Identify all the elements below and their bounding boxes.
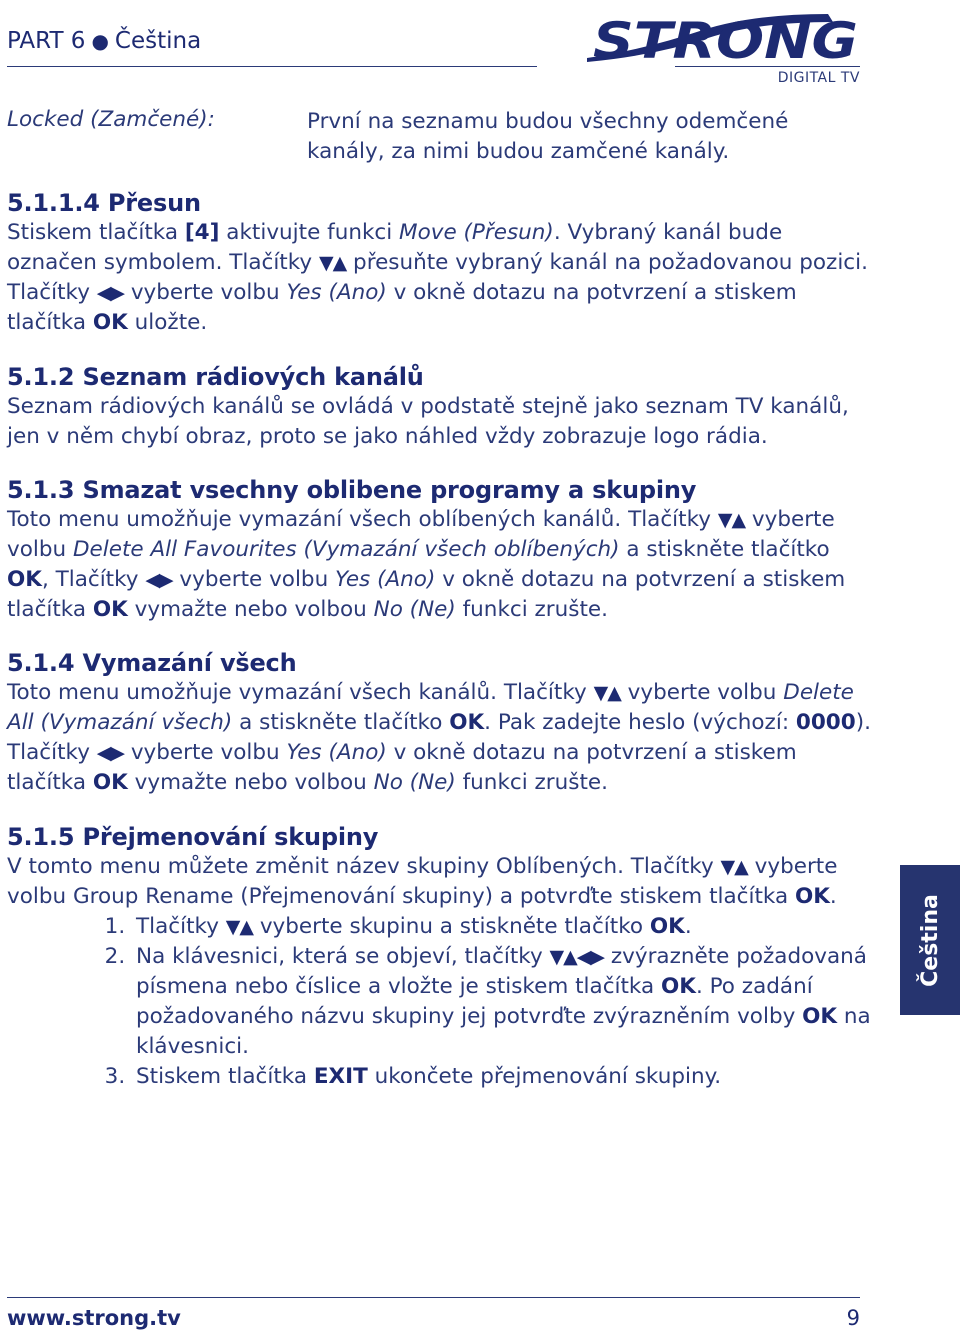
arrow-up-down-icon: ▼▲ <box>318 252 347 274</box>
header-rule-left <box>7 66 537 67</box>
section-group-rename <box>7 822 872 1092</box>
section-body: Toto menu umožňuje vymazání všech oblíbených kanálů. Tlačítky ▼▲ vyberte volbu Delete All Favourites (Vymazání všech oblíbených) a stiskněte tlačítko OK, Tlačítky ◀▶ vyberte volbu Yes (Ano) v okně dotazu na potvrzení a stiskem tlačítka OK vymažte nebo volbou No (Ne) funkci zrušte. <box>7 507 846 622</box>
section-delete-all <box>7 648 872 798</box>
header-rule-right <box>675 66 860 67</box>
arrow-up-down-icon: ▼▲ <box>593 682 621 704</box>
section-heading: 5.1.1.4 Přesun <box>7 189 201 217</box>
list-item: 2. Na klávesnici, která se objeví, tlačítky ▼▲◀▶ zvýrazněte požadovaná písmena nebo číslice a vložte je stiskem tlačítka OK. Po zadání požadovaného názvu skupiny jej potvrďte zvýrazněním volby OK na klávesnici. <box>132 942 872 1062</box>
list-item: 1. Tlačítky ▼▲ vyberte skupinu a stiskněte tlačítko OK. <box>132 912 872 942</box>
page-header-title <box>7 28 201 54</box>
footer-rule <box>7 1297 860 1298</box>
section-heading: 5.1.3 Smazat vsechny oblibene programy a skupiny <box>7 476 697 504</box>
section-move <box>7 188 872 338</box>
steps-list <box>7 912 872 1092</box>
logo-subtitle: DIGITAL TV <box>777 70 860 86</box>
side-tab-label: Čeština <box>917 893 943 987</box>
arrow-left-right-icon: ◀▶ <box>96 282 124 304</box>
page-number: 9 <box>846 1306 860 1330</box>
section-body: Toto menu umožňuje vymazání všech kanálů. Tlačítky ▼▲ vyberte volbu Delete All (Vymazání všech) a stiskněte tlačítko OK. Pak zadejte heslo (výchozí: 0000). Tlačítky ◀▶ vyberte volbu Yes (Ano) v okně dotazu na potvrzení a stiskem tlačítka OK vymažte nebo volbou No (Ne) funkci zrušte. <box>7 680 871 795</box>
arrow-left-right-icon: ◀▶ <box>96 742 124 764</box>
logo-text: STRONG <box>593 12 858 66</box>
strong-logo <box>583 6 863 66</box>
section-body: Stiskem tlačítka [4] aktivujte funkci Move (Přesun). Vybraný kanál bude označen symbolem. Tlačítky ▼▲ přesuňte vybraný kanál na požadovanou pozici. Tlačítky ◀▶ vyberte volbu Yes (Ano) v okně dotazu na potvrzení a stiskem tlačítka OK uložte. <box>7 220 868 335</box>
footer-url-link[interactable]: www.strong.tv <box>7 1306 181 1330</box>
arrow-four-way-icon: ▼▲◀▶ <box>549 946 604 968</box>
locked-description: První na seznamu budou všechny odemčené kanály, za nimi budou zamčené kanály. <box>307 109 789 164</box>
part-label: PART 6 <box>7 28 86 54</box>
section-heading: 5.1.5 Přejmenování skupiny <box>7 823 379 851</box>
section-delete-favourites <box>7 475 872 625</box>
section-heading: 5.1.2 Seznam rádiových kanálů <box>7 363 424 391</box>
section-heading: 5.1.4 Vymazání všech <box>7 649 297 677</box>
arrow-up-down-icon: ▼▲ <box>717 509 746 531</box>
arrow-left-right-icon: ◀▶ <box>145 569 173 591</box>
section-body: V tomto menu můžete změnit název skupiny Oblíbených. Tlačítky ▼▲ vyberte volbu Group Rename (Přejmenování skupiny) a potvrďte stiskem tlačítka OK. <box>7 854 838 909</box>
list-item: 3. Stiskem tlačítka EXIT ukončete přejmenování skupiny. <box>132 1062 872 1092</box>
section-radio-list <box>7 362 872 452</box>
arrow-up-down-icon: ▼▲ <box>720 856 748 878</box>
language-side-tab <box>900 865 960 1015</box>
locked-label: Locked (Zamčené): <box>7 107 215 132</box>
arrow-up-down-icon: ▼▲ <box>225 916 253 938</box>
section-body: Seznam rádiových kanálů se ovládá v podstatě stejně jako seznam TV kanálů, jen v něm chybí obraz, proto se jako náhled vždy zobrazuje logo rádia. <box>7 394 849 449</box>
language-label: Čeština <box>114 28 202 54</box>
bullet-icon: ● <box>91 29 109 53</box>
